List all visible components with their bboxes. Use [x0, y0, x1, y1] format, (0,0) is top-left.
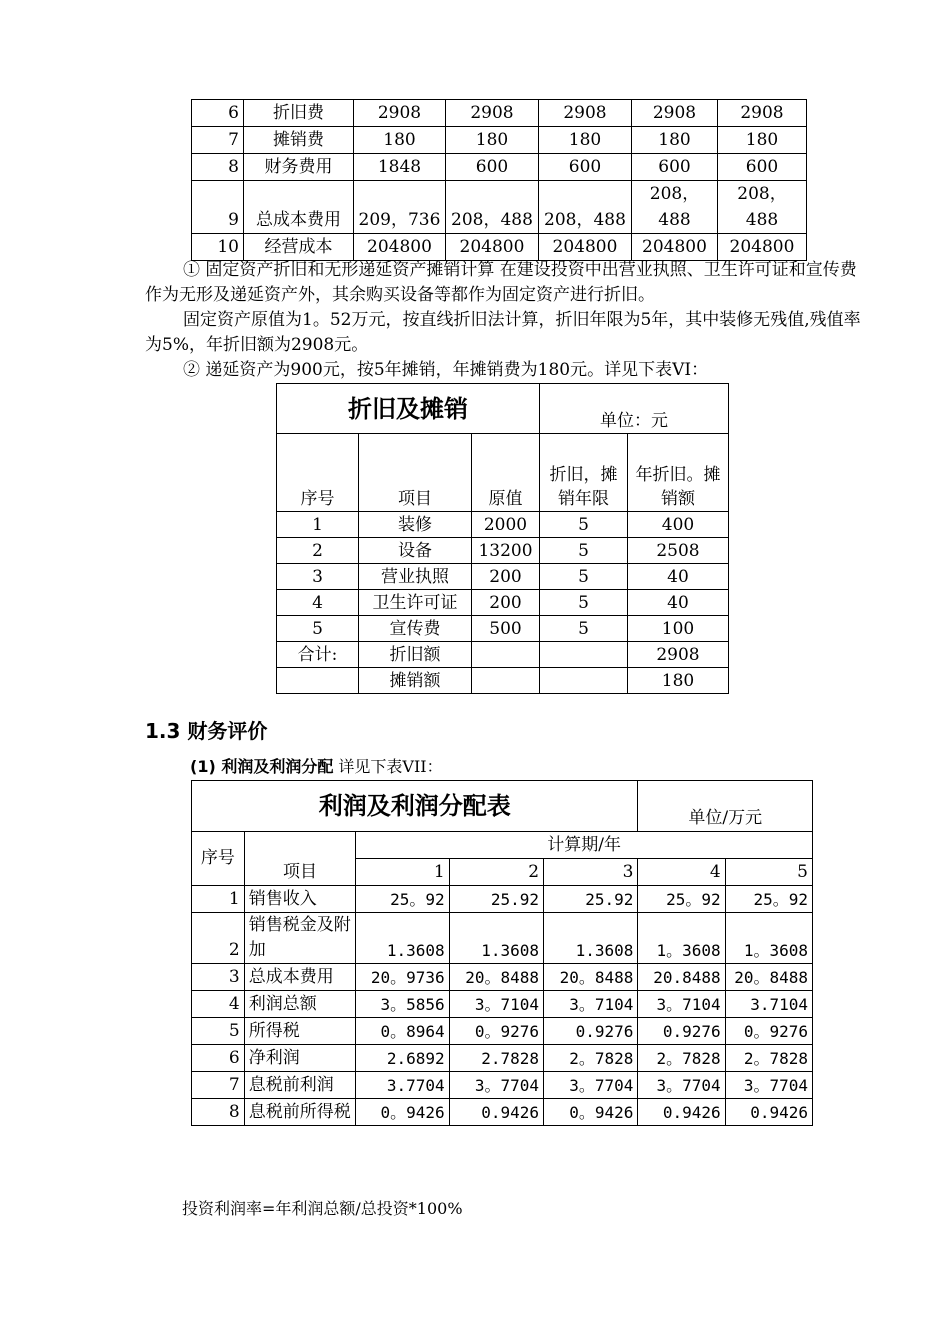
cell: 3。7104 [638, 991, 725, 1018]
cell: 卫生许可证 [359, 590, 472, 616]
cell: 0.9426 [725, 1099, 812, 1126]
cell: 20。9736 [356, 964, 449, 991]
header-index: 序号 [277, 434, 359, 512]
cell [472, 642, 540, 668]
header-years: 折旧，摊销年限 [540, 434, 628, 512]
cell: 1。3608 [638, 913, 725, 964]
cell: 0.9426 [638, 1099, 725, 1126]
row-item: 销售税金及附加 [244, 913, 356, 964]
cell [277, 668, 359, 694]
paragraph-fixed-assets: 固定资产原值为1。52万元，按直线折旧法计算，折旧年限为5年，其中装修无残值,残值率为5%，年折旧额为2908元。 [145, 310, 861, 355]
table-header-row [277, 434, 729, 512]
cell: 1.3608 [356, 913, 449, 964]
cell: 204800 [446, 234, 539, 261]
row-item: 总成本费用 [244, 181, 354, 234]
cell: 204800 [539, 234, 632, 261]
cell: 600 [539, 154, 632, 181]
row-item: 财务费用 [244, 154, 354, 181]
subsection-title: (1) 利润及利润分配 [190, 757, 334, 776]
row-item: 摊销费 [244, 127, 354, 154]
cell: 20.8488 [638, 964, 725, 991]
cell: 400 [628, 512, 729, 538]
header-index: 序号 [192, 832, 245, 886]
cell: 1。3608 [725, 913, 812, 964]
cell: 600 [718, 154, 807, 181]
cell: 0.9426 [449, 1099, 543, 1126]
cell: 营业执照 [359, 564, 472, 590]
cell: 1 [277, 512, 359, 538]
cell: 5 [277, 616, 359, 642]
cell: 2。7828 [544, 1045, 638, 1072]
row-index: 3 [192, 964, 245, 991]
cell: 3。7704 [725, 1072, 812, 1099]
table-unit: 单位：元 [540, 384, 729, 434]
cost-table [191, 99, 807, 261]
cell: 25.92 [544, 886, 638, 913]
table-row [192, 964, 813, 991]
table-header-row [192, 832, 813, 859]
cell: 180 [628, 668, 729, 694]
table-row [192, 1099, 813, 1126]
cell: 2000 [472, 512, 540, 538]
cell: 208，488 [539, 181, 632, 234]
header-year: 2 [449, 859, 543, 886]
table-row [192, 1072, 813, 1099]
table-row [192, 991, 813, 1018]
header-year: 5 [725, 859, 812, 886]
section-heading: 1.3 财务评价 [145, 719, 268, 743]
table-row [192, 1045, 813, 1072]
row-index: 8 [192, 1099, 245, 1126]
cell: 1848 [354, 154, 446, 181]
table-row [192, 154, 807, 181]
cell: 2。7828 [638, 1045, 725, 1072]
cell: 摊销额 [359, 668, 472, 694]
cell: 5 [540, 538, 628, 564]
cell: 1.3608 [449, 913, 543, 964]
cell: 3 [277, 564, 359, 590]
cell: 0.9276 [544, 1018, 638, 1045]
table-row [192, 234, 807, 261]
cell [472, 668, 540, 694]
cell: 5 [540, 564, 628, 590]
cell: 600 [632, 154, 718, 181]
cell: 2908 [446, 100, 539, 127]
row-index: 4 [192, 991, 245, 1018]
cell: 3。7104 [544, 991, 638, 1018]
cell: 208，488 [718, 181, 807, 234]
row-item: 利润总额 [244, 991, 356, 1018]
table-unit: 单位/万元 [638, 781, 813, 832]
cell: 20。8488 [449, 964, 543, 991]
cell: 209，736 [354, 181, 446, 234]
cell: 装修 [359, 512, 472, 538]
row-index: 5 [192, 1018, 245, 1045]
cell: 180 [539, 127, 632, 154]
profit-table [191, 780, 813, 1126]
cell: 13200 [472, 538, 540, 564]
cell: 180 [446, 127, 539, 154]
cell: 25。92 [725, 886, 812, 913]
cell: 合计: [277, 642, 359, 668]
cell: 3。7704 [638, 1072, 725, 1099]
cell: 5 [540, 590, 628, 616]
cell: 200 [472, 564, 540, 590]
header-item: 项目 [359, 434, 472, 512]
cell: 204800 [632, 234, 718, 261]
cell: 2508 [628, 538, 729, 564]
cell: 20。8488 [725, 964, 812, 991]
row-item: 总成本费用 [244, 964, 356, 991]
cell: 0.9276 [638, 1018, 725, 1045]
row-index: 6 [192, 100, 244, 127]
table-row [192, 100, 807, 127]
cell: 2908 [354, 100, 446, 127]
cell: 0。8964 [356, 1018, 449, 1045]
cell: 0。9426 [544, 1099, 638, 1126]
table-row [277, 512, 729, 538]
table-row [277, 538, 729, 564]
row-item: 所得税 [244, 1018, 356, 1045]
row-index: 9 [192, 181, 244, 234]
row-item: 销售收入 [244, 886, 356, 913]
cell: 204800 [718, 234, 807, 261]
cell: 5 [540, 616, 628, 642]
cell: 0。9276 [725, 1018, 812, 1045]
subsection-line [190, 754, 443, 777]
cell: 折旧额 [359, 642, 472, 668]
header-period: 计算期/年 [356, 832, 813, 859]
row-item: 息税前所得税 [244, 1099, 356, 1126]
cell: 20。8488 [544, 964, 638, 991]
table-title: 利润及利润分配表 [192, 781, 638, 832]
table-row [277, 590, 729, 616]
row-index: 6 [192, 1045, 245, 1072]
table-row [277, 564, 729, 590]
header-year: 3 [544, 859, 638, 886]
row-index: 1 [192, 886, 245, 913]
cell [540, 642, 628, 668]
row-item: 经营成本 [244, 234, 354, 261]
cell: 3。5856 [356, 991, 449, 1018]
cell: 0。9276 [449, 1018, 543, 1045]
cell: 3。7704 [544, 1072, 638, 1099]
paragraph-depreciation-intro: ① 固定资产折旧和无形递延资产摊销计算 在建设投资中出营业执照、卫生许可证和宣传费作为无形及递延资产外，其余购买设备等都作为固定资产进行折旧。 [145, 260, 857, 305]
header-year: 1 [356, 859, 449, 886]
cell: 180 [354, 127, 446, 154]
table-title: 折旧及摊销 [277, 384, 540, 434]
cell: 40 [628, 590, 729, 616]
cell: 100 [628, 616, 729, 642]
table-row-total [277, 668, 729, 694]
cell: 25。92 [638, 886, 725, 913]
row-item: 折旧费 [244, 100, 354, 127]
cell: 25.92 [449, 886, 543, 913]
cell: 2.6892 [356, 1045, 449, 1072]
row-index: 2 [192, 913, 245, 964]
paragraph-deferred-assets: ② 递延资产为900元，按5年摊销，年摊销费为180元。详见下表VI： [183, 360, 709, 380]
cell: 3.7704 [356, 1072, 449, 1099]
cell: 600 [446, 154, 539, 181]
table-row [192, 913, 813, 964]
cell: 2908 [718, 100, 807, 127]
cell: 2。7828 [725, 1045, 812, 1072]
cell: 2908 [628, 642, 729, 668]
header-annual-amount: 年折旧。摊销额 [628, 434, 729, 512]
table-row [277, 616, 729, 642]
cell: 4 [277, 590, 359, 616]
cell: 2.7828 [449, 1045, 543, 1072]
table-title-row [277, 384, 729, 434]
cell: 208，488 [632, 181, 718, 234]
cell: 3。7704 [449, 1072, 543, 1099]
cell: 40 [628, 564, 729, 590]
table-row [192, 1018, 813, 1045]
cell: 180 [718, 127, 807, 154]
cell: 3.7104 [725, 991, 812, 1018]
row-index: 7 [192, 127, 244, 154]
header-item: 项目 [244, 832, 356, 886]
row-item: 净利润 [244, 1045, 356, 1072]
cell: 0。9426 [356, 1099, 449, 1126]
row-index: 10 [192, 234, 244, 261]
cell: 2 [277, 538, 359, 564]
cell: 208，488 [446, 181, 539, 234]
cell: 设备 [359, 538, 472, 564]
cell: 3。7104 [449, 991, 543, 1018]
table-row-total [277, 642, 729, 668]
cell: 宣传费 [359, 616, 472, 642]
row-index: 8 [192, 154, 244, 181]
cell: 200 [472, 590, 540, 616]
cell: 25。92 [356, 886, 449, 913]
header-year: 4 [638, 859, 725, 886]
cell: 2908 [632, 100, 718, 127]
cell: 2908 [539, 100, 632, 127]
depreciation-table [276, 383, 729, 694]
row-item: 息税前利润 [244, 1072, 356, 1099]
header-original-value: 原值 [472, 434, 540, 512]
table-row [192, 181, 807, 234]
cell: 5 [540, 512, 628, 538]
table-row [192, 886, 813, 913]
cell: 1.3608 [544, 913, 638, 964]
formula-text: 投资利润率=年利润总额/总投资*100% [182, 1199, 463, 1218]
table-title-row [192, 781, 813, 832]
row-index: 7 [192, 1072, 245, 1099]
cell [540, 668, 628, 694]
subsection-text: 详见下表VII： [333, 757, 443, 776]
cell: 180 [632, 127, 718, 154]
cell: 500 [472, 616, 540, 642]
cell: 204800 [354, 234, 446, 261]
table-row [192, 127, 807, 154]
